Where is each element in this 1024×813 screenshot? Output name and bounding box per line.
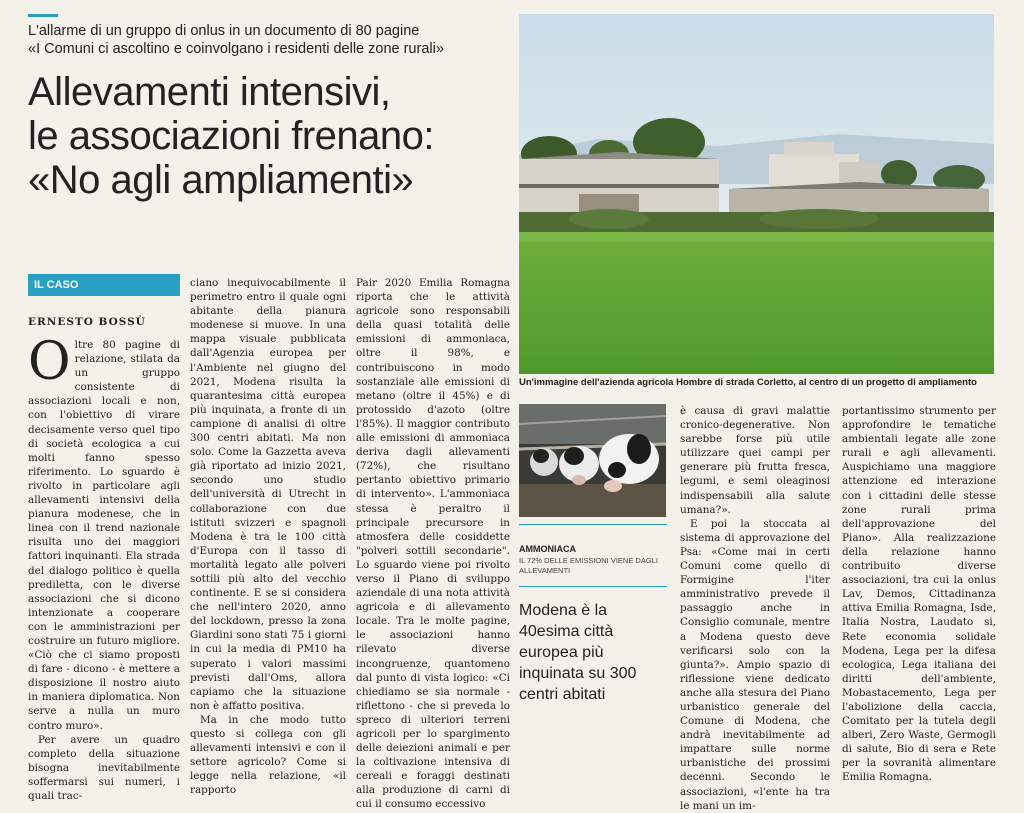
article-column-2 [190,276,346,797]
column-3-text: Pair 2020 Emilia Romagna riporta che le attività agricole sono responsabili della quasi totalità delle emissioni di ammoniaca, oltre il 98%, e contribuiscono in modo sostanziale alle emissioni di metano (oltre il 45%) e di protossido d'azoto (oltre l'85%). Il maggior contributo alle emissioni di ammoniaca deriva dagli allevamenti (72%), che risultano pertanto obiettivo primario di intervento». L'ammoniaca stessa è peraltro il principale precursore in atmosfera delle cosiddette "polveri sottili secondarie". Lo sguardo viene poi rivolto verso il Piano di sviluppo aziendale di una nota attività agricola e di allevamento locale. Tra le molte pagine, le associazioni hanno rilevato diverse incongruenze, quantomeno dal punto di vista logico: «Ci chiediamo se sia normale - riflettono - che si preveda lo spreco di ulteriori terreni agricoli per lo spargimento delle deiezioni animali e per la coltivazione intensiva di cereali e foraggi destinati alla produzione di carni di cui il consumo eccessivo [356,277,510,811]
dropcap: O [28,332,71,392]
headline [28,70,518,202]
kicker-line-1: L'allarme di un gruppo di onlus in un documento di 80 pagine [28,23,420,39]
cows-image [519,404,666,517]
headline-line-1: Allevamenti intensivi, [28,70,391,114]
article-column-4 [680,404,830,812]
photo-caption: Un'immagine dell'azienda agricola Hombre di strada Corletto, al centro di un progetto di ampliamento [519,377,977,388]
accent-rule [28,14,58,17]
column-1-text-2: Per avere un quadro completo della situazione bisogna inevitabilmente soffermarsi sui numeri, i quali trac- [28,733,180,802]
column-1-text: ltre 80 pagine di relazione, stilata da un gruppo consistente di associazioni locali e non, con l'obiettivo di virare decisamente verso quel tipo di società ecologica a cui molti fanno spesso riferimento. Lo sguardo è rivolto in particolare agli allevamenti intensivi della pianura modenese, che in linea con il trend nazionale risulta uno dei maggiori fattori inquinanti. Ela strada del dialogo politico è quella prediletta, con le diverse associazioni che si dicono intenzionate a cooperare con le amministrazioni per costruire un futuro migliore. «Ciò che ci siamo proposti di fare - dicono - è mettere a disposizione il nostro aiuto in maniera diplomatica. Non serve a nulla un muro contro muro». [28,339,180,732]
cow-photo [519,404,666,517]
pullquote: Modena è la 40esima città europea più inquinata su 300 centri abitati [519,602,637,703]
column-4-text-2: E poi la stoccata al sistema di approvazione del Psa: «Come mai in certi Comuni come quello di Formigine l'iter amministrativo prevede il passaggio anche in Consiglio comunale, mentre a Modena questo deve verificarsi solo con la giunta?». Ampio spazio di riflessione viene dedicato anche alla stesura del Piano urbanistico generale del Comune di Modena, che andrà inevitabilmente ad impattare sulle norme urbanistiche dei prossimi decenni. Secondo le associazioni, «l'ente ha tra le mani un im- [680,517,830,812]
column-4-text: è causa di gravi malattie cronico-degenerative. Non sarebbe forse più utile utilizzare quei campi per generare più frutta fresca, legumi, e semi oleaginosi indispensabili alla salute umana?». [680,405,830,516]
sidebar-divider-top [519,524,667,525]
section-label: IL CASO [28,274,180,296]
kicker [28,22,518,58]
column-5-text: portantissimo strumento per approfondire le tematiche ambientali legate alle zone rurali e agli allevamenti. Auspichiamo una maggiore attenzione ed interazione con i cittadini delle stesse zone rurali prima dell'approvazione del Piano». Alla realizzazione della relazione hanno contribuito diverse associazioni, tra cui la onlus Lav, Demos, Cittadinanza attiva Emilia Romagna, Isde, Italia Nostra, Laudato si, Rete economia solidale Modena, Lega per la difesa ecologica, Lega italiana dei diritti dell'ambiente, Mobastacemento, Lega per l'abolizione della caccia, Comitato per la tutela degli alberi, Zero Waste, Germogli di salute, Bio di sera e Rete per la sovranità alimentare Emilia Romagna. [842,405,996,784]
headline-line-2: le associazioni frenano: [28,114,435,158]
column-2-text: ciano inequivocabilmente il perimetro entro il quale ogni abitante della pianura modenese si muove. In una mappa visuale pubblicata dall'Agenzia europea per l'Ambiente nel giugno del 2021, Modena risulta la quarantesima città europea più inquinata, a fronte di un campione di analisi di oltre 300 centri abitati. Ma non solo. Come la Gazzetta aveva già riportato ad inizio 2021, secondo uno studio dell'università di Utrecht in collaborazione con due istituti svizzeri e spagnoli Modena è tra le 100 città d'Europa con il tasso di mortalità legato alle polveri sottili più alto del vecchio continente. E se si considera che nell'intero 2020, anno del lockdown, presso la zona Giardini sono stati 75 i giorni in cui la media di PM10 ha superato i valori massimi previsti dall'Oms, allora capiamo che la situazione non è affatto positiva. [190,277,346,712]
article-column-5 [842,404,996,784]
sidebar-subtitle: IL 72% DELLE EMISSIONI VIENE DAGLI ALLEVAMENTI [519,556,658,575]
kicker-line-2: «I Comuni ci ascoltino e coinvolgano i residenti delle zone rurali» [28,41,444,57]
farm-landscape-image [519,14,994,374]
sidebar-divider-bottom [519,586,667,587]
sidebar-title: AMMONIACA [519,544,576,554]
column-2-text-2: Ma in che modo tutto questo si collega con gli allevamenti intensivi e con il settore agricolo? Come si legge nella relazione, «il rapporto [190,713,346,797]
article-column-3 [356,276,510,811]
farm-photo [519,14,994,374]
article-column-1 [28,332,180,802]
headline-line-3: «No agli ampliamenti» [28,158,414,202]
byline: ERNESTO BOSSÙ [28,316,146,328]
